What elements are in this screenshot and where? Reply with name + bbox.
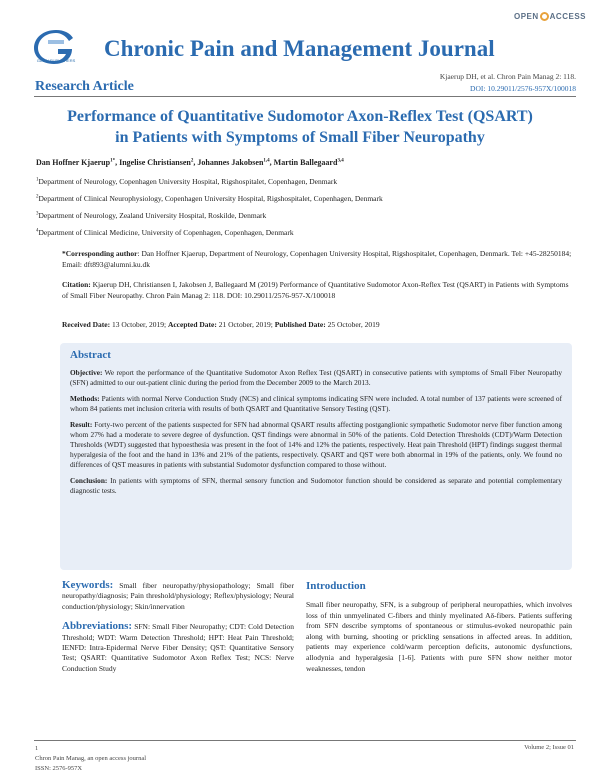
published-label: Published Date:	[274, 320, 326, 329]
author-name: Johannes Jakobsen	[197, 158, 264, 167]
author-name: Dan Hoffner Kjaerup	[36, 158, 111, 167]
abstract-result	[70, 420, 562, 470]
author-sep: ,	[115, 158, 120, 167]
journal-title: Chronic Pain and Management Journal	[104, 36, 495, 61]
article-dates	[62, 320, 380, 329]
result-label: Result:	[70, 420, 93, 429]
introduction-heading: Introduction	[306, 580, 366, 592]
accepted-label: Accepted Date:	[167, 320, 217, 329]
methods-text: Patients with normal Nerve Conduction Study (NCS) and clinical symptoms indicating SFN were included. A total number of 137 patients were screened of whom 84 patients met inclusion criteria with results of both QSART and Quantitative Sensory Testing (QST).	[70, 394, 562, 413]
affiliation-num: 2	[36, 194, 39, 200]
objective-text: We report the performance of the Quantitative Sudomotor Axon Reflex Test (QSART) in consecutive patients with symptoms of Small Fiber Neuropathy (SFN) admitted to our out-patient clinic during the period from the December 2009 to the March 2013.	[70, 368, 562, 387]
author-sup: 1,4	[263, 158, 270, 164]
abbreviations-block	[62, 621, 294, 674]
affiliation	[36, 228, 294, 237]
corresponding-label: *Corresponding author	[62, 249, 138, 258]
doi-link[interactable]: DOI: 10.29011/2576-957X/100018	[470, 84, 576, 93]
keywords-text: Small fiber neuropathy/physiopathology; Small fiber neuropathy/diagnosis; Pain threshold/physiology; Reflex/physiology; Neural conduction/physiology; Skin/innervation	[62, 581, 294, 611]
accepted-value: 21 October, 2019;	[216, 320, 275, 329]
affiliation	[36, 177, 337, 186]
logo-caption: GAVIN PUBLISHERS	[36, 58, 76, 63]
right-column	[306, 580, 572, 674]
introduction-text: Small fiber neuropathy, SFN, is a subgroup of peripheral neuropathies, which involves loss of thin unmyelinated C-fibers and thinly myelinated Aδ-fibers. Patients suffering from SFN describe symptoms of spontaneous or stimulus-evoked neuropathic pain along with burning, shooting or prickling sensations in affected areas. In addition, patients may experience cold/warm perception deficits, autonomic dysfunctions, allodynia and hyperalgesia [1-6]. Patients with pure SFN show neither motor weaknesses, tendon	[306, 600, 572, 673]
corresponding-text: : Dan Hoffner Kjaerup, Department of Neurology, Copenhagen University Hospital, Rigshospitalet, Copenhagen, Denmark. Tel: +45-28250184; Email: dft893@alumni.ku.dk	[62, 249, 572, 269]
affiliation-text: Department of Neurology, Copenhagen University Hospital, Rigshospitalet, Copenhagen, Denmark	[38, 177, 338, 186]
conclusion-text: In patients with symptoms of SFN, thermal sensory function and Sudomotor function should be considered as separate and potential complementary diagnostic tests.	[70, 476, 562, 495]
author-sup: 3,4	[337, 158, 344, 164]
affiliation-text: Department of Neurology, Zealand University Hospital, Roskilde, Denmark	[38, 211, 267, 220]
affiliation-num: 4	[36, 228, 39, 234]
keywords-heading: Keywords:	[62, 579, 114, 591]
objective-label: Objective:	[70, 368, 103, 377]
affiliation	[36, 211, 266, 220]
abstract-conclusion	[70, 476, 562, 496]
page-number: 1	[35, 745, 39, 752]
received-value: 13 October, 2019;	[110, 320, 168, 329]
citation-block	[62, 280, 574, 301]
abbreviations-text: SFN: Small Fiber Neuropathy; CDT: Cold Detection Threshold; WDT: Warm Detection Threshold; HPT: Heat Pain Threshold; IENFD: Intra-Epidermal Nerve Fiber Density; QST: Quantitative Sensory Test; QSART: Quantitative Sudomotor Axon Reflex Test; NCS: Nerve Conduction Study	[62, 622, 294, 673]
article-title	[30, 106, 570, 148]
footer-volume-issue: Volume 2; Issue 01	[524, 744, 574, 751]
title-line-2: in Patients with Symptoms of Small Fiber Neuropathy	[115, 129, 485, 146]
affiliation-text: Department of Clinical Neurophysiology, Copenhagen University Hospital, Rigshospitalet, Copenhagen, Denmark	[38, 194, 383, 203]
open-access-suffix: ACCESS	[549, 12, 586, 21]
footer-issn: ISSN: 2576-957X	[35, 765, 83, 772]
author-sup: 1*	[110, 158, 116, 164]
left-column	[62, 580, 294, 674]
open-access-prefix: OPEN	[513, 12, 539, 21]
author-sep: ,	[269, 158, 274, 167]
received-label: Received Date:	[62, 320, 111, 329]
affiliation-num: 3	[36, 211, 39, 217]
corresponding-author	[62, 249, 574, 270]
footer-journal: Chron Pain Manag, an open access journal	[35, 755, 147, 762]
author-name: Ingelise Christiansen	[119, 158, 191, 167]
affiliation-text: Department of Clinical Medicine, University of Copenhagen, Copenhagen, Denmark	[38, 228, 294, 237]
header-divider	[34, 96, 576, 97]
footer-divider	[34, 740, 576, 741]
methods-label: Methods:	[70, 394, 100, 403]
title-line-1: Performance of Quantitative Sudomotor Axon-Reflex Test (QSART)	[67, 108, 533, 125]
citation-text: Kjaerup DH, Christiansen I, Jakobsen J, Ballegaard M (2019) Performance of Quantitative Sudomotor Axon-Reflex Test (QSART) in Patients with Symptoms of Small Fiber Neuropathy. Chron Pain Manag 2: 118. DOI: 10.29011/2576-957-X/100018	[62, 280, 569, 300]
section-label: Research Article	[35, 79, 134, 94]
affiliation	[36, 194, 383, 203]
keywords-block	[62, 580, 294, 612]
author-name: Martin Ballegaard	[273, 158, 338, 167]
abstract-heading: Abstract	[70, 349, 111, 361]
conclusion-label: Conclusion:	[70, 476, 108, 485]
published-value: 25 October, 2019	[325, 320, 380, 329]
author-sep: ,	[193, 158, 198, 167]
short-citation: Kjaerup DH, et al. Chron Pain Manag 2: 118.	[439, 72, 576, 81]
author-list	[36, 158, 344, 167]
citation-label: Citation:	[62, 280, 91, 289]
abbreviations-heading: Abbreviations:	[62, 620, 133, 633]
open-access-lock-icon	[540, 12, 549, 21]
footer-left	[35, 744, 146, 774]
header-citation	[440, 71, 576, 95]
abstract-objective	[70, 368, 562, 388]
affiliation-num: 1	[36, 177, 39, 183]
author-sup: 2	[190, 158, 194, 164]
abstract-box	[60, 343, 572, 570]
open-access-badge	[514, 12, 586, 21]
abstract-methods	[70, 394, 562, 414]
result-text: Forty-two percent of the patients suspected for SFN had abnormal QSART results affecting postganglionic sympathetic Sudomotor nerve fiber function among whom 27% had a moderate to severe degree of dysfunction. QST findings were abnormal in 50% of the patients. Cold Detection Thresholds (CDT)/Warm Detection Thresholds (WDT) suggested that hypoesthesia was present in the foot of 14% and 12% the patients, respectively. Heat pain Threshold (HPT) findings suggest thermal hyperalgesia of the foot and the hand in 13% and 21% of the patients, respectively. QSART and QST were both abnormal in 19% of the patients, only. We found no differences of QST measures in patients with substantial Sudomotor dysfunction compared to those without.	[70, 420, 562, 469]
